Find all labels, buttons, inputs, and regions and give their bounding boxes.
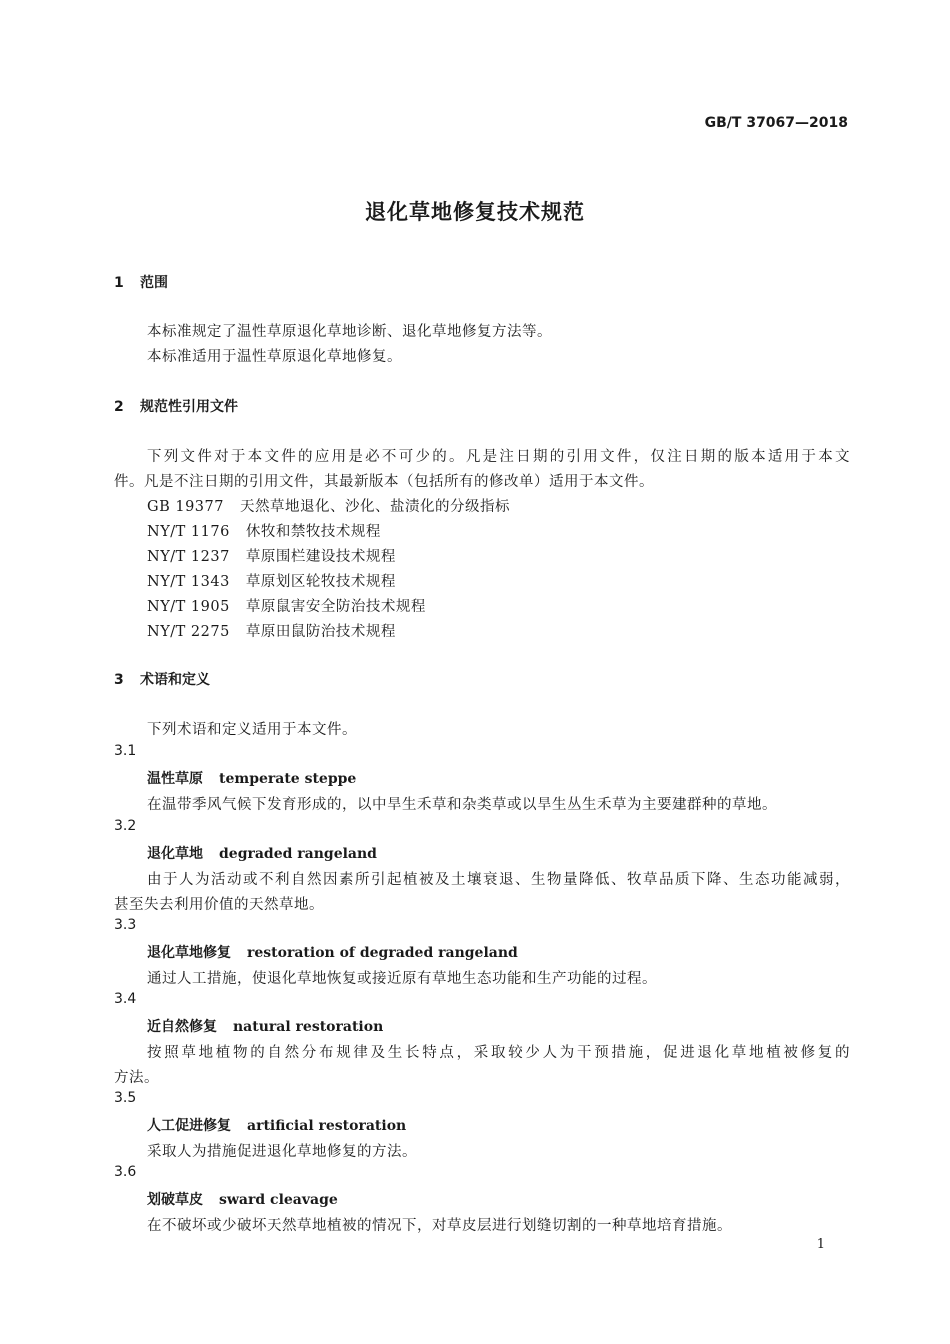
term-chinese: 近自然修复 <box>147 1019 217 1035</box>
reference-name: 草原划区轮牧技术规程 <box>245 574 396 590</box>
term-number: 3.4 <box>114 991 137 1007</box>
term-chinese: 人工促进修复 <box>147 1118 231 1134</box>
reference-item <box>147 570 396 591</box>
term-english: artificial restoration <box>247 1118 407 1134</box>
reference-code: NY/T 2275 <box>147 624 230 640</box>
section-number: 3 <box>114 672 124 688</box>
reference-item <box>147 595 426 616</box>
reference-item <box>147 520 381 541</box>
term-chinese: 划破草皮 <box>147 1192 203 1208</box>
standard-number: GB/T 37067—2018 <box>704 115 848 131</box>
section-number: 1 <box>114 275 124 291</box>
term-number: 3.6 <box>114 1164 137 1180</box>
reference-code: GB 19377 <box>147 499 224 515</box>
reference-name: 草原鼠害安全防治技术规程 <box>245 599 426 615</box>
reference-name: 草原围栏建设技术规程 <box>245 549 396 565</box>
paragraph-continuation: 件。凡是不注日期的引用文件，其最新版本（包括所有的修改单）适用于本文件。 <box>114 474 654 490</box>
term-english: restoration of degraded rangeland <box>247 945 518 961</box>
term-number: 3.3 <box>114 917 137 933</box>
term-definition: 通过人工措施，使退化草地恢复或接近原有草地生态功能和生产功能的过程。 <box>147 971 657 987</box>
paragraph: 下列文件对于本文件的应用是必不可少的。凡是注日期的引用文件，仅注日期的版本适用于本文 <box>147 449 850 465</box>
term-heading <box>147 1189 338 1209</box>
reference-code: NY/T 1237 <box>147 549 230 565</box>
term-definition: 按照草地植物的自然分布规律及生长特点，采取较少人为干预措施，促进退化草地植被修复的 <box>147 1045 850 1061</box>
section-title: 范围 <box>140 275 168 291</box>
term-english: temperate steppe <box>219 771 357 787</box>
term-definition-continuation: 方法。 <box>114 1070 159 1086</box>
page-number: 1 <box>816 1237 825 1252</box>
term-number: 3.5 <box>114 1090 137 1106</box>
term-number: 3.1 <box>114 743 137 759</box>
reference-item <box>147 495 510 516</box>
term-heading <box>147 1115 406 1135</box>
term-heading <box>147 768 356 788</box>
term-chinese: 退化草地修复 <box>147 945 231 961</box>
reference-item <box>147 620 396 641</box>
term-definition: 由于人为活动或不利自然因素所引起植被及土壤衰退、生物量降低、牧草品质下降、生态功能减弱， <box>147 872 850 888</box>
term-definition: 在温带季风气候下发育形成的，以中旱生禾草和杂类草或以旱生丛生禾草为主要建群种的草地。 <box>147 797 777 813</box>
paragraph: 本标准适用于温性草原退化草地修复。 <box>147 349 402 365</box>
term-english: natural restoration <box>233 1019 384 1035</box>
reference-item <box>147 545 396 566</box>
term-heading <box>147 843 377 863</box>
term-chinese: 温性草原 <box>147 771 203 787</box>
section-number: 2 <box>114 399 124 415</box>
section-2-heading <box>114 396 238 416</box>
document-title: 退化草地修复技术规范 <box>365 200 585 224</box>
reference-name: 天然草地退化、沙化、盐渍化的分级指标 <box>239 499 510 515</box>
reference-name: 休牧和禁牧技术规程 <box>245 524 381 540</box>
term-heading <box>147 1016 383 1036</box>
reference-name: 草原田鼠防治技术规程 <box>245 624 396 640</box>
paragraph: 下列术语和定义适用于本文件。 <box>147 722 357 738</box>
term-chinese: 退化草地 <box>147 846 203 862</box>
term-definition-continuation: 甚至失去利用价值的天然草地。 <box>114 897 324 913</box>
reference-code: NY/T 1343 <box>147 574 230 590</box>
section-title: 术语和定义 <box>140 672 210 688</box>
term-english: degraded rangeland <box>219 846 377 862</box>
reference-code: NY/T 1176 <box>147 524 230 540</box>
term-heading <box>147 942 518 962</box>
term-definition: 采取人为措施促进退化草地修复的方法。 <box>147 1144 417 1160</box>
section-title: 规范性引用文件 <box>140 399 238 415</box>
section-3-heading <box>114 669 210 689</box>
term-number: 3.2 <box>114 818 137 834</box>
paragraph: 本标准规定了温性草原退化草地诊断、退化草地修复方法等。 <box>147 324 552 340</box>
section-1-heading <box>114 272 168 292</box>
term-definition: 在不破坏或少破坏天然草地植被的情况下，对草皮层进行划缝切割的一种草地培育措施。 <box>147 1218 732 1234</box>
term-english: sward cleavage <box>219 1192 338 1208</box>
reference-code: NY/T 1905 <box>147 599 230 615</box>
